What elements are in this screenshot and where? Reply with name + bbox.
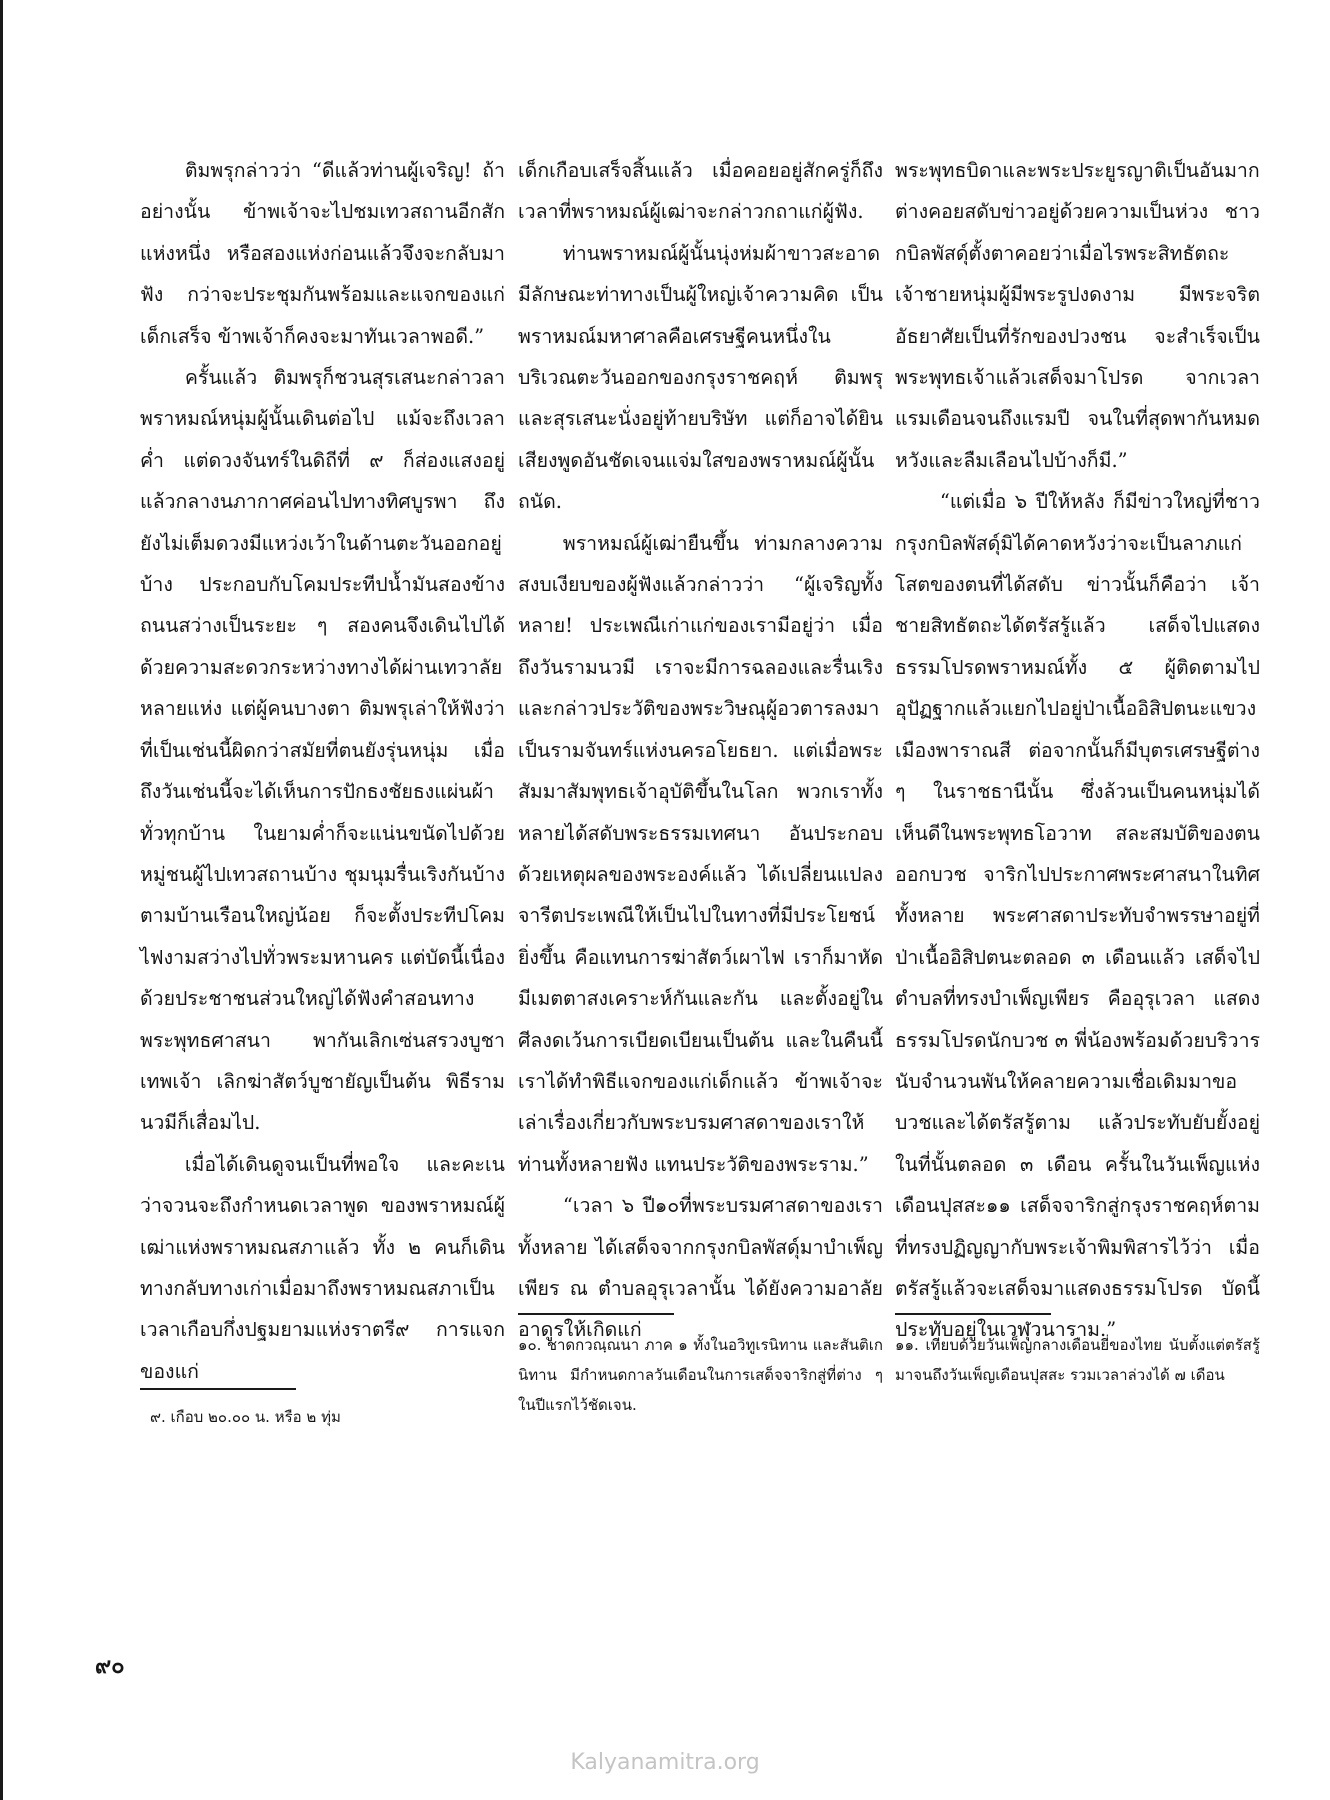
text-column-1 bbox=[140, 150, 505, 1392]
footnote: ๑๑. เทียบด้วยวันเพ็ญกลางเดือนยี่ของไทย นับตั้งแต่ตรัสรู้มาจนถึงวันเพ็ญเดือนปุสสะ รวมเวลาล่วงได้ ๗ เดือน bbox=[895, 1336, 1260, 1384]
page-number: ๙๐ bbox=[95, 1653, 125, 1679]
paragraph: ครั้นแล้ว ติมพรุก็ชวนสุรเสนะกล่าวลาพราหมณ์หนุ่มผู้นั้นเดินต่อไป แม้จะถึงเวลาค่ำ แต่ดวงจันทร์ในดิถีที่ ๙ ก็ส่องแสงอยู่แล้วกลางนภากาศค่อนไปทางทิศบูรพา ถึงยังไม่เต็มดวงมีแหว่งเว้าในด้านตะวันออกอยู่บ้าง ประกอบกับโคมประทีปน้ำมันสองข้างถนนสว่างเป็นระยะ ๆ สองคนจึงเดินไปได้ด้วยความสะดวกระหว่างทางได้ผ่านเทวาลัยหลายแห่ง แต่ผู้คนบางตา ติมพรุเล่าให้ฟังว่า ที่เป็นเช่นนี้ผิดกว่าสมัยที่ตนยังรุ่นหนุ่ม เมื่อถึงวันเช่นนี้จะได้เห็นการปักธงชัยธงแผ่นผ้าทั่วทุกบ้าน ในยามค่ำก็จะแน่นขนัดไปด้วยหมู่ชนผู้ไปเทวสถานบ้าง ชุมนุมรื่นเริงกันบ้างตามบ้านเรือนใหญ่น้อย ก็จะตั้งประทีปโคมไฟงามสว่างไปทั่วพระมหานคร แต่บัดนี้เนื่องด้วยประชาชนส่วนใหญ่ได้ฟังคำสอนทางพระพุทธศาสนา พากันเลิกเซ่นสรวงบูชาเทพเจ้า เลิกฆ่าสัตว์บูชายัญเป็นต้น พิธีรามนวมีก็เสื่อมไป. bbox=[140, 366, 505, 1135]
paragraph: พราหมณ์ผู้เฒ่ายืนขึ้น ท่ามกลางความสงบเงียบของผู้ฟังแล้วกล่าวว่า “ผู้เจริญทั้งหลาย! ประเพณีเก่าแก่ของเรามีอยู่ว่า เมื่อถึงวันรามนวมี เราจะมีการฉลองและรื่นเริง และกล่าวประวัติของพระวิษณุผู้อวตารลงมาเป็นรามจันทร์แห่งนครอโยธยา. แต่เมื่อพระสัมมาสัมพุทธเจ้าอุบัติขึ้นในโลก พวกเราทั้งหลายได้สดับพระธรรมเทศนา อันประกอบด้วยเหตุผลของพระองค์แล้ว ได้เปลี่ยนแปลงจารีตประเพณีให้เป็นไปในทางที่มีประโยชน์ยิ่งขึ้น คือแทนการฆ่าสัตว์เผาไฟ เราก็มาหัดมีเมตตาสงเคราะห์กันและกัน และตั้งอยู่ในศีลงดเว้นการเบียดเบียนเป็นต้น และในคืนนี้เราได้ทำพิธีแจกของแก่เด็กแล้ว ข้าพเจ้าจะเล่าเรื่องเกี่ยวกับพระบรมศาสดาของเราให้ท่านทั้งหลายฟัง แทนประวัติของพระราม.” bbox=[518, 531, 883, 1176]
paragraph: ติมพรุกล่าวว่า “ดีแล้วท่านผู้เจริญ! ถ้าอย่างนั้น ข้าพเจ้าจะไปชมเทวสถานอีกสักแห่งหนึ่ง หรือสองแห่งก่อนแล้วจึงจะกลับมาฟัง กว่าจะประชุมกันพร้อมและแจกของแก่เด็กเสร็จ ข้าพเจ้าก็คงจะมาทันเวลาพอดี.” bbox=[140, 159, 505, 348]
paragraph: พระพุทธบิดาและพระประยูรญาติเป็นอันมาก ต่างคอยสดับข่าวอยู่ด้วยความเป็นห่วง ชาวกบิลพัสดุ์ตั้งตาคอยว่าเมื่อไรพระสิทธัตถะ เจ้าชายหนุ่มผู้มีพระรูปงดงาม มีพระจริตอัธยาศัยเป็นที่รักของปวงชน จะสำเร็จเป็นพระพุทธเจ้าแล้วเสด็จมาโปรด จากเวลาแรมเดือนจนถึงแรมปี จนในที่สุดพากันหมดหวังและลืมเลือนไปบ้างก็มี.” bbox=[895, 159, 1260, 472]
footnote: ๑๐. ชาดกวณฺณนา ภาค ๑ ทั้งในอวิทูเรนิทาน และสันติเกนิทาน มีกำหนดกาลวันเดือนในการเสด็จจาริกสู่ที่ต่าง ๆ ในปีแรกไว้ชัดเจน. bbox=[518, 1336, 883, 1414]
footnote-rule bbox=[895, 1313, 1051, 1315]
page-edge-rule bbox=[0, 0, 3, 1800]
paragraph: เมื่อได้เดินดูจนเป็นที่พอใจ และคะเนว่าจวนจะถึงกำหนดเวลาพูด ของพราหมณ์ผู้เฒ่าแห่งพราหมณสภาแล้ว ทั้ง ๒ คนก็เดินทางกลับทางเก่าเมื่อมาถึงพราหมณสภาเป็นเวลาเกือบกึ่งปฐมยามแห่งราตรี๙ การแจกของแก่ bbox=[140, 1152, 505, 1383]
paragraph: “เวลา ๖ ปี๑๐ที่พระบรมศาสดาของเราทั้งหลาย ได้เสด็จจากกรุงกบิลพัสดุ์มาบำเพ็ญเพียร ณ ตำบลอุรุเวลานั้น ได้ยังความอาลัยอาดูรให้เกิดแก่ bbox=[518, 1194, 883, 1342]
watermark: Kalyanamitra.org bbox=[570, 1750, 760, 1775]
footnote-rule bbox=[518, 1313, 674, 1315]
footnote-rule bbox=[140, 1388, 296, 1390]
paragraph: เด็กเกือบเสร็จสิ้นแล้ว เมื่อคอยอยู่สักครู่ก็ถึงเวลาที่พราหมณ์ผู้เฒ่าจะกล่าวกถาแก่ผู้ฟัง. bbox=[518, 159, 883, 224]
paragraph: “แต่เมื่อ ๖ ปีให้หลัง ก็มีข่าวใหญ่ที่ชาวกรุงกบิลพัสดุ์มิได้คาดหวังว่าจะเป็นลาภแก่โสตของตนที่ได้สดับ ข่าวนั้นก็คือว่า เจ้าชายสิทธัตถะได้ตรัสรู้แล้ว เสด็จไปแสดงธรรมโปรดพราหมณ์ทั้ง ๕ ผู้ติดตามไปอุปัฏฐากแล้วแยกไปอยู่ป่าเนื้ออิสิปตนะแขวงเมืองพาราณสี ต่อจากนั้นก็มีบุตรเศรษฐีต่าง ๆ ในราชธานีนั้น ซึ่งล้วนเป็นคนหนุ่มได้เห็นดีในพระพุทธโอวาท สละสมบัติของตนออกบวช จาริกไปประกาศพระศาสนาในทิศทั้งหลาย พระศาสดาประทับจำพรรษาอยู่ที่ป่าเนื้ออิสิปตนะตลอด ๓ เดือนแล้ว เสด็จไปตำบลที่ทรงบำเพ็ญเพียร คืออุรุเวลา แสดงธรรมโปรดนักบวช ๓ พี่น้องพร้อมด้วยบริวารนับจำนวนพันให้คลายความเชื่อเดิมมาขอบวชและได้ตรัสรู้ตาม แล้วประทับยับยั้งอยู่ในที่นั้นตลอด ๓ เดือน ครั้นในวันเพ็ญแห่งเดือนปุสสะ๑๑ เสด็จจาริกสู่กรุงราชคฤห์ตามที่ทรงปฏิญญากับพระเจ้าพิมพิสารไว้ว่า เมื่อตรัสรู้แล้วจะเสด็จมาแสดงธรรมโปรด บัดนี้ประทับอยู่ในเวฬุวนาราม.” bbox=[895, 490, 1260, 1342]
text-column-2 bbox=[518, 150, 883, 1351]
footnote: ๙. เกือบ ๒๐.๐๐ น. หรือ ๒ ทุ่ม bbox=[150, 1408, 341, 1426]
text-column-3 bbox=[895, 150, 1260, 1351]
paragraph: ท่านพราหมณ์ผู้นั้นนุ่งห่มผ้าขาวสะอาด มีลักษณะท่าทางเป็นผู้ใหญ่เจ้าความคิด เป็นพราหมณ์มหาศาลคือเศรษฐีคนหนึ่งในบริเวณตะวันออกของกรุงราชคฤห์ ติมพรุและสุรเสนะนั่งอยู่ท้ายบริษัท แต่ก็อาจได้ยินเสียงพูดอันชัดเจนแจ่มใสของพราหมณ์ผู้นั้นถนัด. bbox=[518, 241, 883, 514]
